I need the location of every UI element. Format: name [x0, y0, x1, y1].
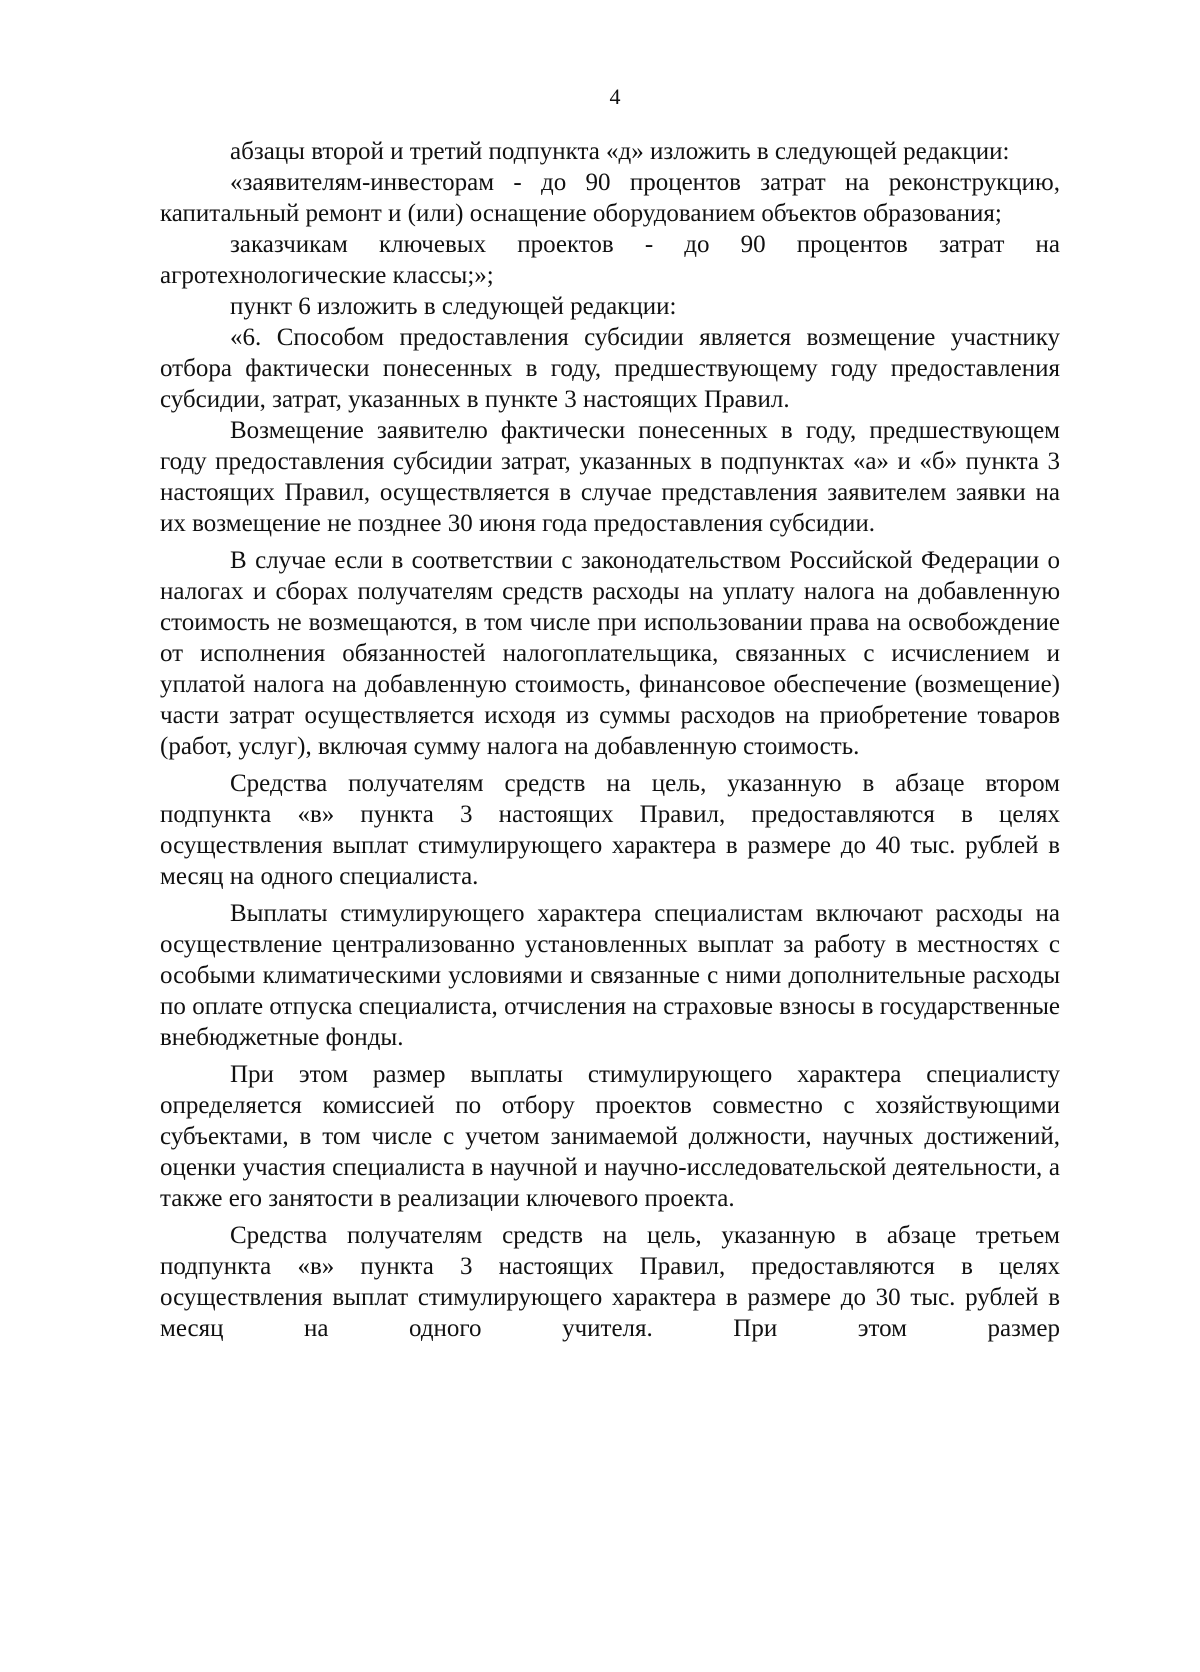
paragraph-9: Выплаты стимулирующего характера специалистам включают расходы на осуществление централизованно установленных выплат за работу в местностях с особыми климатическими условиями и связанные с ними дополнительные расходы по оплате отпуска специалиста, отчисления на страховые взносы в государственные внебюджетные фонды.	[160, 900, 1060, 1051]
paragraph-1: абзацы второй и третий подпункта «д» изложить в следующей редакции:	[230, 138, 1010, 165]
paragraph-4: пункт 6 изложить в следующей редакции:	[230, 293, 677, 320]
paragraph-3: заказчикам ключевых проектов - до 90 процентов затрат на агротехнологические классы;»;	[160, 231, 1060, 289]
paragraph-10: При этом размер выплаты стимулирующего характера специалисту определяется комиссией по отбору проектов совместно с хозяйствующими субъектами, в том числе с учетом занимаемой должности, научных достижений, оценки участия специалиста в научной и научно-исследовательской деятельности, а также его занятости в реализации ключевого проекта.	[160, 1061, 1060, 1212]
page-number: 4	[609, 84, 621, 109]
document-body	[160, 136, 1060, 1344]
paragraph-5: «6. Способом предоставления субсидии является возмещение участнику отбора фактически понесенных в году, предшествующему году предоставления субсидии, затрат, указанных в пункте 3 настоящих Правил.	[160, 324, 1060, 413]
paragraph-8: Средства получателям средств на цель, указанную в абзаце втором подпункта «в» пункта 3 настоящих Правил, предоставляются в целях осуществления выплат стимулирующего характера в размере до 40 тыс. рублей в месяц на одного специалиста.	[160, 770, 1060, 890]
paragraph-2: «заявителям-инвесторам - до 90 процентов затрат на реконструкцию, капитальный ремонт и (или) оснащение оборудованием объектов образования;	[160, 169, 1060, 227]
paragraph-6: Возмещение заявителю фактически понесенных в году, предшествующем году предоставления субсидии затрат, указанных в подпунктах «а» и «б» пункта 3 настоящих Правил, осуществляется в случае представления заявителем заявки на их возмещение не позднее 30 июня года предоставления субсидии.	[160, 417, 1060, 537]
paragraph-11: Средства получателям средств на цель, указанную в абзаце третьем подпункта «в» пункта 3 настоящих Правил, предоставляются в целях осуществления выплат стимулирующего характера в размере до 30 тыс. рублей в месяц на одного учителя. При этом размер	[160, 1222, 1060, 1342]
paragraph-7: В случае если в соответствии с законодательством Российской Федерации о налогах и сборах получателям средств расходы на уплату налога на добавленную стоимость не возмещаются, в том числе при использовании права на освобождение от исполнения обязанностей налогоплательщика, связанных с исчислением и уплатой налога на добавленную стоимость, финансовое обеспечение (возмещение) части затрат осуществляется исходя из суммы расходов на приобретение товаров (работ, услуг), включая сумму налога на добавленную стоимость.	[160, 547, 1060, 760]
